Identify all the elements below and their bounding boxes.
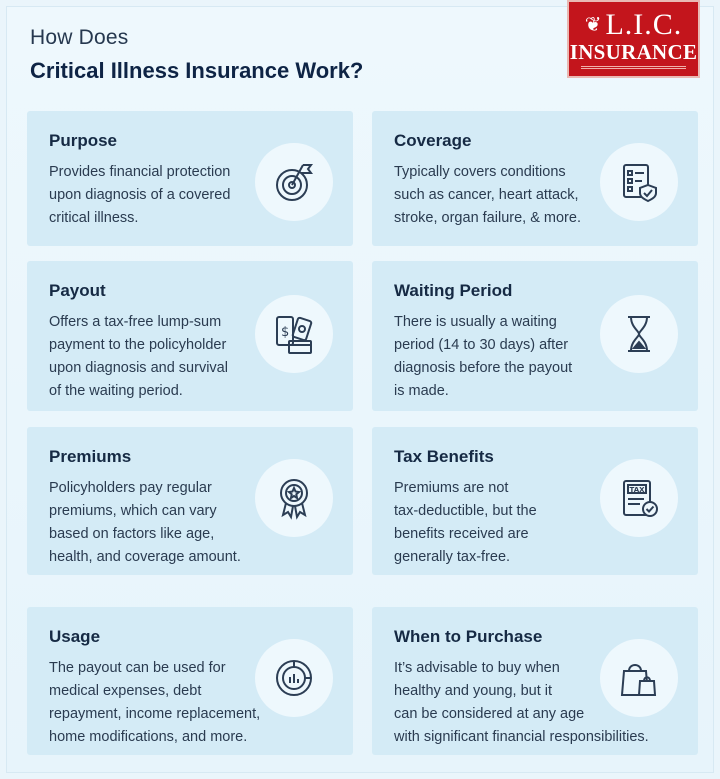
logo-line2: INSURANCE	[569, 40, 698, 64]
checklist-shield-icon	[600, 143, 678, 221]
card-body: Typically covers conditions such as cancer, heart attack, stroke, organ failure, & more.	[394, 164, 581, 226]
card-title: Waiting Period	[394, 281, 513, 300]
card-purpose	[27, 111, 353, 246]
card-waiting-period	[372, 261, 698, 411]
card-title: Usage	[49, 627, 101, 646]
card-title: Premiums	[49, 447, 132, 466]
tax-document-icon	[600, 459, 678, 537]
card-when-to-purchase	[372, 607, 698, 755]
card-usage	[27, 607, 353, 755]
page-subtitle: How Does	[30, 26, 129, 49]
logo-rule	[581, 66, 686, 69]
card-title: Coverage	[394, 131, 472, 150]
card-body: The payout can be used for medical expenses, debt repayment, income replacement, home modifications, and more.	[49, 660, 261, 745]
card-body: Premiums are not tax-deductible, but the benefits received are generally tax-free.	[394, 480, 537, 565]
card-body: Policyholders pay regular premiums, which can vary based on factors like age, health, and coverage amount.	[49, 480, 241, 565]
shopping-bag-icon	[600, 639, 678, 717]
lic-emblem-icon: ❦	[584, 14, 603, 36]
hourglass-icon	[600, 295, 678, 373]
card-body: Provides financial protection upon diagnosis of a covered critical illness.	[49, 164, 231, 226]
card-coverage	[372, 111, 698, 246]
card-title: When to Purchase	[394, 627, 543, 646]
card-title: Tax Benefits	[394, 447, 494, 466]
money-card-icon	[255, 295, 333, 373]
award-badge-icon	[255, 459, 333, 537]
pie-chart-icon	[255, 639, 333, 717]
card-title: Purpose	[49, 131, 118, 150]
target-flag-icon	[255, 143, 333, 221]
logo-line1: L.I.C.	[605, 8, 683, 41]
tax-icon-label: TAX	[629, 486, 645, 494]
card-body: It’s advisable to buy when healthy and young, but it can be considered at any age with significant financial responsibilities.	[394, 660, 649, 745]
page-title: Critical Illness Insurance Work?	[30, 58, 364, 83]
card-body: Offers a tax-free lump-sum payment to the policyholder upon diagnosis and survival of the waiting period.	[49, 314, 228, 399]
svg-text:$: $	[281, 325, 290, 340]
card-payout	[27, 261, 353, 411]
card-premiums	[27, 427, 353, 575]
card-tax-benefits	[372, 427, 698, 575]
card-title: Payout	[49, 281, 106, 300]
card-body: There is usually a waiting period (14 to 30 days) after diagnosis before the payout is made.	[394, 314, 573, 399]
lic-insurance-logo	[567, 0, 700, 78]
